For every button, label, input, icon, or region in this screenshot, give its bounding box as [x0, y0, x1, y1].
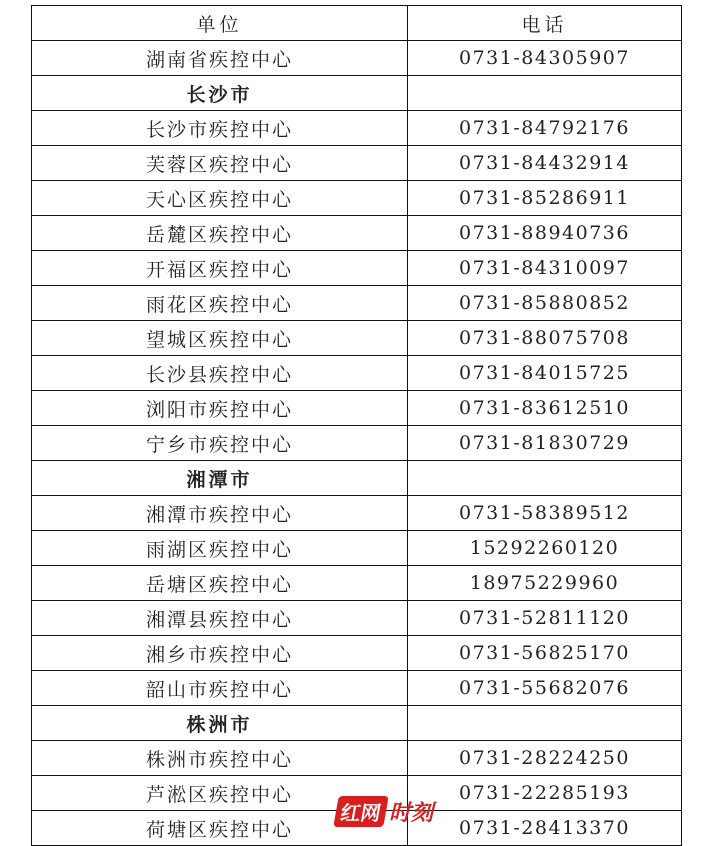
unit-name-cell: 开福区疾控中心 — [32, 251, 408, 286]
table-row — [32, 286, 682, 321]
phone-number-cell: 0731-52811120 — [408, 601, 682, 636]
phone-column-header: 电话 — [408, 6, 682, 41]
unit-name-cell: 芙蓉区疾控中心 — [32, 146, 408, 181]
unit-column-header: 单位 — [32, 6, 408, 41]
phone-number-cell: 0731-85880852 — [408, 286, 682, 321]
table-row — [32, 566, 682, 601]
phone-number-cell — [408, 76, 682, 111]
header-row — [32, 6, 682, 41]
unit-name-cell: 湘乡市疾控中心 — [32, 636, 408, 671]
phone-number-cell: 0731-55682076 — [408, 671, 682, 706]
table-row — [32, 41, 682, 76]
cdc-contact-table — [31, 5, 682, 846]
city-header-row — [32, 76, 682, 111]
unit-name-cell: 望城区疾控中心 — [32, 321, 408, 356]
watermark-logo-text: 时刻 — [389, 801, 434, 826]
phone-number-cell — [408, 461, 682, 496]
unit-name-cell: 荷塘区疾控中心 — [32, 811, 408, 846]
table-row — [32, 496, 682, 531]
unit-name-cell: 韶山市疾控中心 — [32, 671, 408, 706]
unit-name-cell: 芦淞区疾控中心 — [32, 776, 408, 811]
unit-name-cell: 岳塘区疾控中心 — [32, 566, 408, 601]
unit-name-cell: 湘潭县疾控中心 — [32, 601, 408, 636]
table-row — [32, 146, 682, 181]
unit-name-cell: 雨湖区疾控中心 — [32, 531, 408, 566]
unit-name-cell: 天心区疾控中心 — [32, 181, 408, 216]
phone-number-cell: 0731-84432914 — [408, 146, 682, 181]
table-row — [32, 181, 682, 216]
table-body — [32, 41, 682, 846]
unit-name-cell: 长沙县疾控中心 — [32, 356, 408, 391]
phone-number-cell: 0731-83612510 — [408, 391, 682, 426]
phone-number-cell: 0731-85286911 — [408, 181, 682, 216]
phone-number-cell: 0731-22285193 — [408, 776, 682, 811]
phone-number-cell: 0731-88075708 — [408, 321, 682, 356]
unit-name-cell: 长沙市疾控中心 — [32, 111, 408, 146]
table-row — [32, 321, 682, 356]
phone-number-cell: 0731-88940736 — [408, 216, 682, 251]
unit-name-cell: 株洲市疾控中心 — [32, 741, 408, 776]
table-row — [32, 111, 682, 146]
table-row — [32, 531, 682, 566]
city-name-cell: 湘潭市 — [32, 461, 408, 496]
phone-number-cell: 0731-28224250 — [408, 741, 682, 776]
phone-number-cell: 18975229960 — [408, 566, 682, 601]
unit-name-cell: 湖南省疾控中心 — [32, 41, 408, 76]
phone-number-cell: 0731-84310097 — [408, 251, 682, 286]
table-row — [32, 426, 682, 461]
phone-number-cell: 0731-28413370 — [408, 811, 682, 846]
phone-number-cell: 0731-84792176 — [408, 111, 682, 146]
table-row — [32, 636, 682, 671]
table-row — [32, 671, 682, 706]
phone-number-cell: 15292260120 — [408, 531, 682, 566]
unit-name-cell: 雨花区疾控中心 — [32, 286, 408, 321]
unit-name-cell: 浏阳市疾控中心 — [32, 391, 408, 426]
phone-number-cell: 0731-81830729 — [408, 426, 682, 461]
unit-name-cell: 宁乡市疾控中心 — [32, 426, 408, 461]
watermark-logo — [336, 796, 433, 827]
phone-number-cell: 0731-84305907 — [408, 41, 682, 76]
watermark-logo-box: 红网 — [333, 796, 388, 827]
phone-number-cell: 0731-84015725 — [408, 356, 682, 391]
table-row — [32, 741, 682, 776]
phone-number-cell — [408, 706, 682, 741]
phone-number-cell: 0731-58389512 — [408, 496, 682, 531]
unit-name-cell: 湘潭市疾控中心 — [32, 496, 408, 531]
table-row — [32, 601, 682, 636]
city-name-cell: 长沙市 — [32, 76, 408, 111]
table-row — [32, 251, 682, 286]
contact-sheet — [31, 5, 682, 846]
city-name-cell: 株洲市 — [32, 706, 408, 741]
city-header-row — [32, 706, 682, 741]
phone-number-cell: 0731-56825170 — [408, 636, 682, 671]
table-row — [32, 391, 682, 426]
table-row — [32, 216, 682, 251]
table-row — [32, 356, 682, 391]
city-header-row — [32, 461, 682, 496]
unit-name-cell: 岳麓区疾控中心 — [32, 216, 408, 251]
